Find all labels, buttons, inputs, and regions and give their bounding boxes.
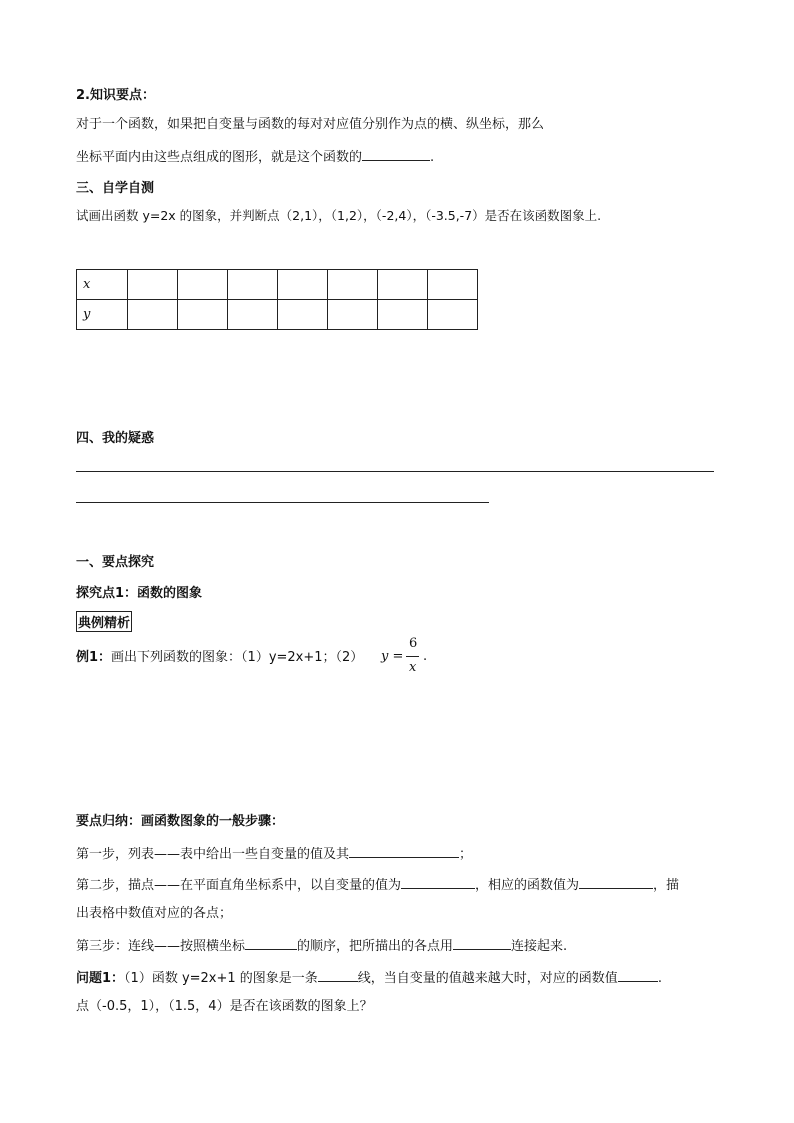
answer-blank[interactable] — [245, 935, 297, 950]
question-1-text-a: （1）函数 y=2x+1 的图象是一条 — [124, 971, 318, 986]
answer-blank[interactable] — [453, 935, 511, 950]
table-row-x — [77, 270, 478, 300]
table-cell[interactable] — [128, 300, 178, 330]
doubts-heading: 四、我的疑惑 — [76, 431, 155, 446]
table-cell[interactable] — [328, 270, 378, 300]
table-header-x: x — [77, 270, 128, 300]
period: . — [430, 150, 435, 165]
step-1-end: ； — [459, 847, 473, 862]
question-1-line-2: 点（-0.5，1），（1.5，4）是否在该函数的图象上？ — [76, 999, 373, 1014]
example-1 — [76, 649, 363, 667]
step-3-text-b: 的顺序，把所描出的各点用 — [297, 939, 454, 954]
doubts-answer-line-1[interactable] — [76, 471, 714, 472]
question-1-text-b: 线，当自变量的值越来越大时，对应的函数值 — [357, 971, 618, 986]
table-cell[interactable] — [228, 300, 278, 330]
example-end: . — [423, 649, 428, 664]
table-cell[interactable] — [428, 300, 478, 330]
answer-blank[interactable] — [318, 967, 358, 982]
self-test-heading: 三、自学自测 — [76, 181, 155, 196]
explore-heading: 一、要点探究 — [76, 555, 155, 570]
table-cell[interactable] — [178, 300, 228, 330]
question-1 — [76, 967, 662, 988]
answer-blank[interactable] — [362, 146, 430, 161]
summary-step-3 — [76, 935, 567, 956]
answer-blank[interactable] — [349, 843, 459, 858]
fraction-bar — [406, 656, 419, 657]
knowledge-line-1: 对于一个函数，如果把自变量与函数的每对对应值分别作为点的横、纵坐标，那么 — [76, 117, 545, 132]
summary-heading: 要点归纳：画函数图象的一般步骤： — [76, 814, 285, 829]
table-cell[interactable] — [228, 270, 278, 300]
answer-blank[interactable] — [618, 967, 658, 982]
table-cell[interactable] — [278, 270, 328, 300]
example-text: 画出下列函数的图象：（1）y=2x+1；（2） — [111, 650, 364, 665]
knowledge-line-2 — [76, 146, 434, 167]
typical-example-box: 典例精析 — [76, 611, 132, 632]
step-2-text-b: ，相应的函数值为 — [475, 878, 580, 893]
summary-step-2 — [76, 874, 679, 895]
step-3-text-c: 连接起来. — [511, 939, 568, 954]
answer-blank[interactable] — [401, 874, 475, 889]
knowledge-heading: 2.知识要点： — [76, 88, 155, 103]
table-cell[interactable] — [128, 270, 178, 300]
self-test-question: 试画出函数 y=2x 的图象，并判断点（2,1），（1,2），（-2,4），（-3.5,-7）是否在该函数图象上. — [76, 208, 602, 223]
table-cell[interactable] — [378, 270, 428, 300]
step-2-text-c: ，描 — [653, 878, 680, 893]
explore-point-1: 探究点1：函数的图象 — [76, 586, 203, 601]
table-cell[interactable] — [428, 270, 478, 300]
value-table — [76, 269, 478, 330]
example-y: y = — [381, 649, 404, 664]
table-header-y: y — [77, 300, 128, 330]
table-cell[interactable] — [278, 300, 328, 330]
question-1-label: 问题1： — [76, 971, 125, 986]
knowledge-line-2-text: 坐标平面内由这些点组成的图形，就是这个函数的 — [76, 150, 363, 165]
example-label: 例1： — [76, 650, 112, 665]
fraction-numerator: 6 — [409, 636, 418, 651]
summary-step-2-line-2: 出表格中数值对应的各点； — [76, 906, 233, 921]
table-cell[interactable] — [378, 300, 428, 330]
table-row-y — [77, 300, 478, 330]
summary-step-1 — [76, 843, 472, 864]
question-1-text-c: . — [657, 971, 662, 986]
step-1-text: 第一步，列表——表中给出一些自变量的值及其 — [76, 847, 350, 862]
table-cell[interactable] — [328, 300, 378, 330]
step-2-text-a: 第二步，描点——在平面直角坐标系中，以自变量的值为 — [76, 878, 402, 893]
step-3-text-a: 第三步：连线——按照横坐标 — [76, 939, 246, 954]
answer-blank[interactable] — [579, 874, 653, 889]
table-cell[interactable] — [178, 270, 228, 300]
doubts-answer-line-2[interactable] — [76, 502, 489, 503]
fraction-denominator: x — [409, 660, 417, 675]
